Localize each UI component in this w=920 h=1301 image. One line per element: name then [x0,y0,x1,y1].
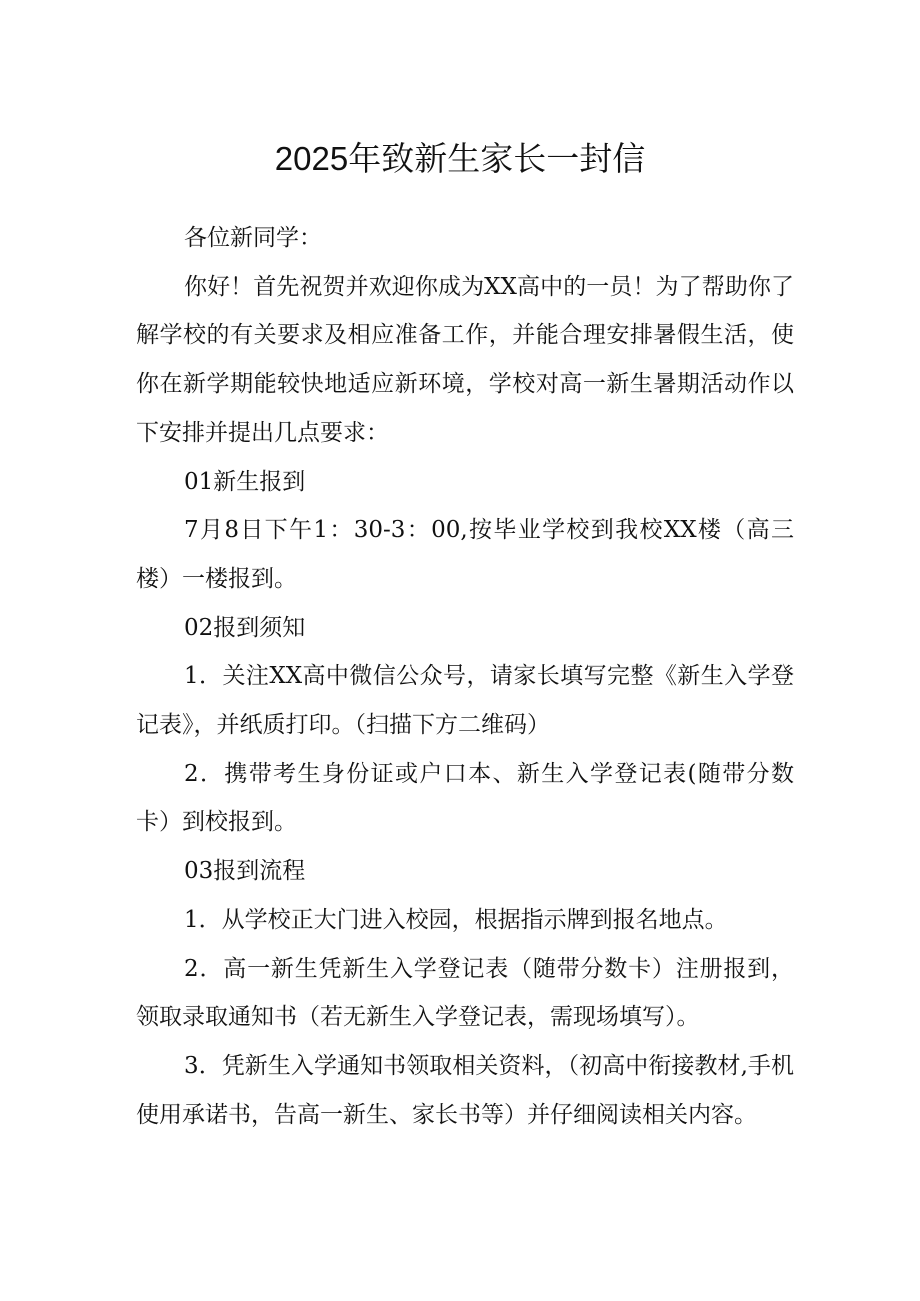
section-title-registration-notice: 02报到须知 [184,614,306,641]
registration-notice-item-2: 2．携带考生身份证或户口本、新生入学登记表(随带分数卡）到校报到。 [136,760,794,836]
section-title-new-student-registration: 01新生报到 [184,468,306,495]
registration-process-item-2: 2．高一新生凭新生入学登记表（随带分数卡）注册报到，领取录取通知书（若无新生入学登记表，需现场填写）。 [136,955,794,1031]
registration-notice-item-1: 1．关注XX高中微信公众号，请家长填写完整《新生入学登记表》，并纸质打印。（扫描下方二维码） [136,663,794,739]
intro-paragraph: 你好！首先祝贺并欢迎你成为XX高中的一员！为了帮助你了解学校的有关要求及相应准备工作，并能合理安排暑假生活，使你在新学期能较快地适应新环境，学校对高一新生暑期活动作以下安排并提出几点要求： [136,273,794,446]
registration-time-paragraph: 7月8日下午1：30-3：00,按毕业学校到我校XX楼（高三楼）一楼报到。 [136,517,794,592]
registration-process-item-1: 1．从学校正大门进入校园，根据指示牌到报名地点。 [184,906,728,933]
section-title-registration-process: 03报到流程 [184,858,306,885]
registration-process-item-3: 3．凭新生入学通知书领取相关资料，（初高中衔接教材,手机使用承诺书，告高一新生、家长书等）并仔细阅读相关内容。 [136,1052,794,1128]
document-title: 2025年致新生家长一封信 [274,140,646,178]
greeting-paragraph: 各位新同学： [184,225,322,251]
letter-body [136,214,794,1139]
